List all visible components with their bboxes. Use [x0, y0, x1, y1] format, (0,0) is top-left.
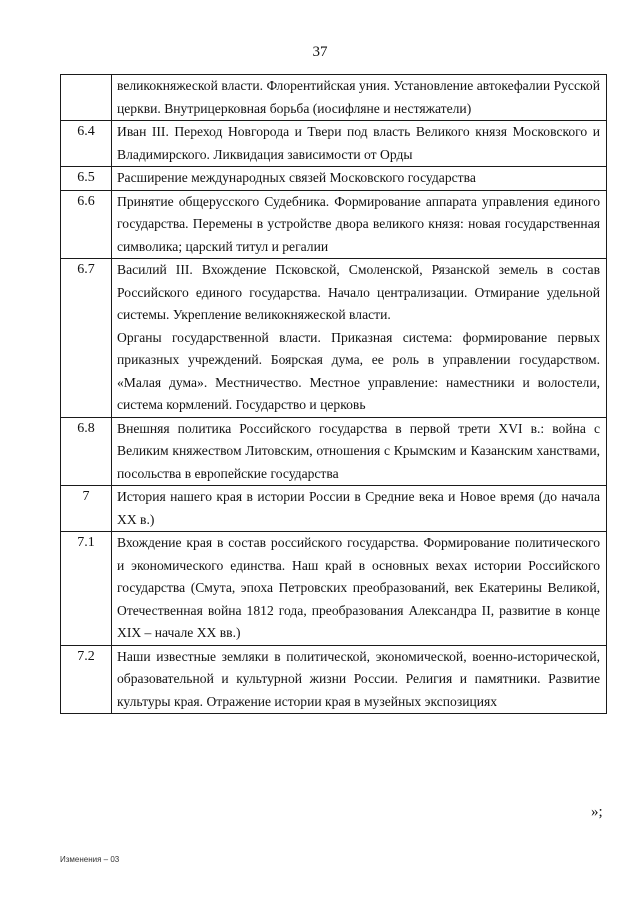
table-row — [61, 121, 607, 167]
section-paragraph: Вхождение края в состав российского государства. Формирование политического и экономического единства. Наш край в основных вехах истории Российского государства (Смута, эпоха Петровских преобразований, век Екатерины Великой, Отечественная война 1812 года, преобразования Александра II, развитие в конце XIX – начале XX вв.) — [117, 535, 600, 640]
section-paragraph: Василий III. Вхождение Псковской, Смоленской, Рязанской земель в состав Российского единого государства. Начало централизации. Отмирание удельной системы. Укрепление великокняжеской власти. — [117, 262, 600, 322]
table-row — [61, 486, 607, 532]
table-row — [61, 167, 607, 191]
section-content — [112, 532, 607, 646]
curriculum-table-body — [61, 75, 607, 714]
table-row — [61, 645, 607, 714]
section-number: 6.6 — [61, 190, 112, 259]
table-row — [61, 259, 607, 418]
section-number: 6.4 — [61, 121, 112, 167]
section-paragraph: великокняжеской власти. Флорентийская уния. Установление автокефалии Русской церкви. Внутрицерковная борьба (иосифляне и нестяжатели) — [117, 78, 600, 116]
section-number: 7.2 — [61, 645, 112, 714]
section-paragraph: Внешняя политика Российского государства в первой трети XVI в.: война с Великим княжеством Литовским, отношения с Крымским и Казанским ханствами, посольства в европейские государства — [117, 420, 600, 481]
section-number: 7.1 — [61, 532, 112, 646]
section-number: 6.7 — [61, 259, 112, 418]
section-content — [112, 645, 607, 714]
table-row — [61, 532, 607, 646]
section-number: 6.8 — [61, 417, 112, 486]
section-number — [61, 75, 112, 121]
section-number: 6.5 — [61, 167, 112, 191]
page-number: 37 — [312, 44, 328, 60]
section-paragraph: Иван III. Переход Новгорода и Твери под власть Великого князя Московского и Владимирского. Ликвидация зависимости от Орды — [117, 124, 600, 162]
curriculum-table — [60, 74, 607, 714]
table-row — [61, 75, 607, 121]
table-row — [61, 190, 607, 259]
section-paragraph: Принятие общерусского Судебника. Формирование аппарата управления единого государства. Перемены в устройстве двора великого князя: новая государственная символика; царский титул и регалии — [117, 193, 600, 254]
footer-revision-note: Изменения – 03 — [60, 855, 120, 864]
section-content — [112, 75, 607, 121]
section-paragraph: История нашего края в истории России в Средние века и Новое время (до начала XX в.) — [117, 489, 600, 527]
section-paragraph: Расширение международных связей Московского государства — [117, 170, 476, 185]
table-row — [61, 417, 607, 486]
section-paragraph: Наши известные земляки в политической, экономической, военно-исторической, образовательной и культурной жизни России. Религия и памятники. Развитие культуры края. Отражение истории края в музейных экспозициях — [117, 648, 600, 709]
section-content — [112, 167, 607, 191]
section-content — [112, 259, 607, 418]
section-content — [112, 486, 607, 532]
section-paragraph: Органы государственной власти. Приказная система: формирование первых приказных учреждений. Боярская дума, ее роль в управлении государством. «Малая дума». Местничество. Местное управление: наместники и волостели, система кормлений. Государство и церковь — [117, 329, 600, 412]
section-content — [112, 190, 607, 259]
section-number: 7 — [61, 486, 112, 532]
closing-quote-mark: »; — [591, 804, 603, 820]
section-content — [112, 417, 607, 486]
section-content — [112, 121, 607, 167]
